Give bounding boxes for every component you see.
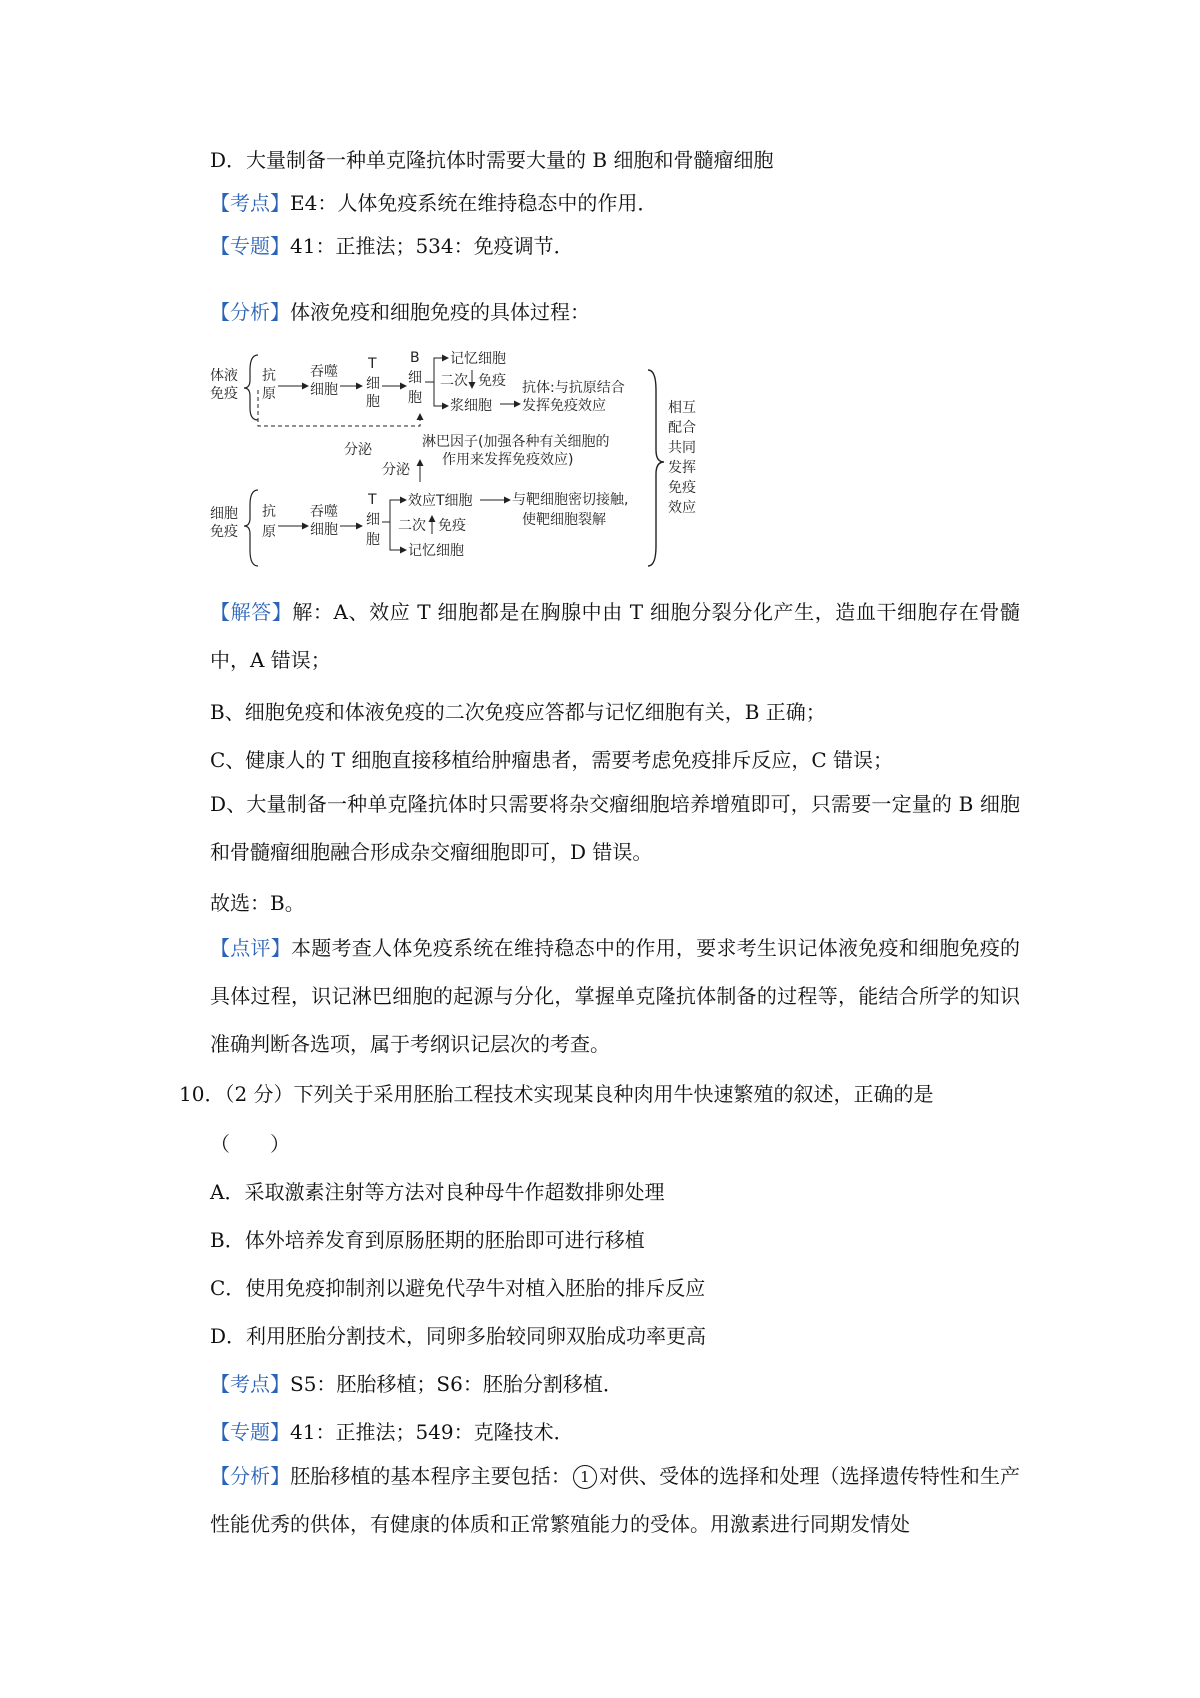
label-antigen-c-1: 抗 bbox=[262, 504, 276, 520]
q10-option-c: C．使用免疫抑制剂以避免代孕牛对植入胚胎的排斥反应 bbox=[210, 1276, 706, 1300]
label-together-2: 配合 bbox=[668, 420, 696, 436]
label-phago-c-1: 吞噬 bbox=[310, 504, 338, 520]
label-b-cell-2: 细 bbox=[408, 370, 422, 386]
tag-zhuanti-q10: 【专题】 bbox=[210, 1420, 290, 1444]
label-memory-top: 记忆细胞 bbox=[450, 351, 506, 367]
tag-dianping: 【点评】 bbox=[210, 936, 292, 960]
q9-dianping-text: 本题考查人体免疫系统在维持稳态中的作用，要求考生识记体液免疫和细胞免疫的具体过程，识记淋巴细胞的起源与分化，掌握单克隆抗体制备的过程等，能结合所学的知识准确判断各选项，属于考纲识记层次的考查。 bbox=[210, 936, 1021, 1056]
q9-kaodian-text: E4：人体免疫系统在维持稳态中的作用． bbox=[290, 191, 658, 215]
q9-jieda-a bbox=[210, 588, 1020, 684]
q10-option-b: B．体外培养发育到原肠胚期的胚胎即可进行移植 bbox=[210, 1228, 645, 1252]
q9-jieda-b: B、细胞免疫和体液免疫的二次免疫应答都与记忆细胞有关，B 正确； bbox=[210, 700, 826, 724]
label-together-3: 共同 bbox=[668, 440, 696, 456]
label-antibody-1: 抗体:与抗原结合 bbox=[522, 380, 625, 396]
immune-process-diagram bbox=[210, 350, 740, 574]
label-lymphokine-2: 作用来发挥免疫效应) bbox=[442, 452, 574, 468]
label-together-4: 发挥 bbox=[668, 460, 696, 476]
label-target-2: 使靶细胞裂解 bbox=[522, 512, 606, 528]
q10-zhuanti bbox=[210, 1418, 574, 1446]
label-antigen-2: 原 bbox=[262, 386, 276, 402]
label-phago-2: 细胞 bbox=[310, 382, 338, 398]
label-immune-top: 免疫 bbox=[478, 373, 506, 389]
circled-number: 1 bbox=[573, 1465, 597, 1489]
q10-fenxi-post: 对供、受体的选择和处理（选择遗传特性和生产性能优秀的供体，有健康的体质和正常繁殖能力的受体。用激素进行同期发情处 bbox=[210, 1464, 1021, 1536]
tag-zhuanti: 【专题】 bbox=[210, 234, 290, 258]
label-cellular-1: 细胞 bbox=[210, 506, 238, 522]
label-t-cell-c-2: 细 bbox=[366, 512, 380, 528]
label-t-cell-c-3: 胞 bbox=[366, 532, 380, 548]
label-secrete-left: 分泌 bbox=[344, 442, 372, 458]
label-t-cell-1: T bbox=[368, 356, 377, 372]
tag-kaodian: 【考点】 bbox=[210, 191, 290, 215]
option-d-previous: D．大量制备一种单克隆抗体时需要大量的 B 细胞和骨髓瘤细胞 bbox=[210, 148, 774, 172]
tag-kaodian-q10: 【考点】 bbox=[210, 1372, 290, 1396]
label-memory-bot: 记忆细胞 bbox=[408, 543, 464, 559]
tag-fenxi-q10: 【分析】 bbox=[210, 1464, 291, 1488]
q10-kaodian bbox=[210, 1370, 623, 1398]
q9-dianping bbox=[210, 924, 1020, 1068]
label-lymphokine-1: 淋巴因子(加强各种有关细胞的 bbox=[422, 434, 610, 450]
label-t-cell-3: 胞 bbox=[366, 394, 380, 410]
label-phago-1: 吞噬 bbox=[310, 364, 338, 380]
label-antibody-2: 发挥免疫效应 bbox=[522, 398, 606, 414]
q10-fenxi-pre: 胚胎移植的基本程序主要包括： bbox=[290, 1464, 571, 1488]
q9-fenxi-text: 体液免疫和细胞免疫的具体过程： bbox=[290, 300, 590, 324]
label-secrete-mid: 分泌 bbox=[382, 462, 410, 478]
q9-answer: 故选：B。 bbox=[210, 891, 305, 915]
q10-fenxi bbox=[210, 1452, 1020, 1548]
q9-kaodian bbox=[210, 189, 657, 217]
q10-paren: （ ） bbox=[210, 1132, 290, 1156]
q9-jieda-d: D、大量制备一种单克隆抗体时只需要将杂交瘤细胞培养增殖即可，只需要一定量的 B 细胞和骨髓瘤细胞融合形成杂交瘤细胞即可，D 错误。 bbox=[210, 792, 1020, 864]
label-together-6: 效应 bbox=[668, 500, 696, 516]
label-phago-c-2: 细胞 bbox=[310, 522, 338, 538]
label-together-5: 免疫 bbox=[668, 480, 696, 496]
q9-fenxi bbox=[210, 298, 590, 326]
label-antigen-1: 抗 bbox=[262, 368, 276, 384]
q9-zhuanti-text: 41：正推法；534：免疫调节． bbox=[290, 234, 574, 258]
label-t-cell-2: 细 bbox=[366, 376, 380, 392]
label-plasma: 浆细胞 bbox=[450, 398, 492, 414]
q10-zhuanti-text: 41：正推法；549：克隆技术． bbox=[290, 1420, 574, 1444]
label-antigen-c-2: 原 bbox=[262, 524, 276, 540]
label-b-cell-3: 胞 bbox=[408, 390, 422, 406]
q10-stem: 10．（2 分）下列关于采用胚胎工程技术实现某良种肉用牛快速繁殖的叙述，正确的是 bbox=[179, 1082, 934, 1106]
q10-option-d: D．利用胚胎分割技术，同卵多胎较同卵双胎成功率更高 bbox=[210, 1324, 707, 1348]
label-b-cell-1: B bbox=[410, 350, 420, 366]
q9-jieda-a-text: 解：A、效应 T 细胞都是在胸腺中由 T 细胞分裂分化产生，造血干细胞存在骨髓中，A 错误； bbox=[210, 600, 1020, 672]
tag-fenxi: 【分析】 bbox=[210, 300, 290, 324]
label-second-bot: 二次 bbox=[398, 518, 426, 534]
label-cellular-2: 免疫 bbox=[210, 524, 238, 540]
q9-zhuanti bbox=[210, 232, 574, 260]
q10-kaodian-text: S5：胚胎移植；S6：胚胎分割移植． bbox=[290, 1372, 623, 1396]
label-humoral-1: 体液 bbox=[210, 368, 238, 384]
label-together-1: 相互 bbox=[668, 400, 696, 416]
q9-jieda-c: C、健康人的 T 细胞直接移植给肿瘤患者，需要考虑免疫排斥反应，C 错误； bbox=[210, 748, 894, 772]
tag-jieda: 【解答】 bbox=[210, 600, 293, 624]
label-second-top: 二次 bbox=[440, 373, 468, 389]
label-effector-t: 效应T细胞 bbox=[408, 493, 473, 509]
label-t-cell-c-1: T bbox=[368, 492, 377, 508]
q10-option-a: A．采取激素注射等方法对良种母牛作超数排卵处理 bbox=[210, 1180, 665, 1204]
label-target-1: 与靶细胞密切接触, bbox=[512, 492, 629, 508]
label-immune-bot: 免疫 bbox=[438, 518, 466, 534]
label-humoral-2: 免疫 bbox=[210, 386, 238, 402]
